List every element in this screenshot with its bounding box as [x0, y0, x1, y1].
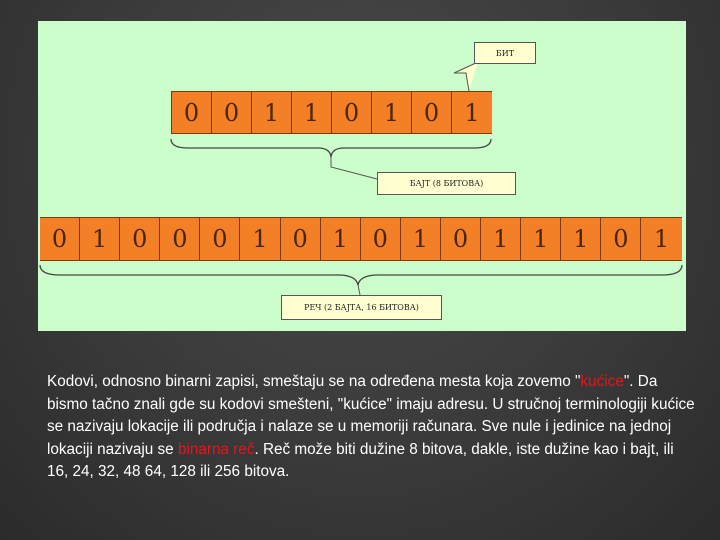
explanation-paragraph	[47, 371, 695, 484]
diagram-connectors	[38, 21, 686, 331]
binarna-rec-highlight: binarna reč	[177, 440, 255, 458]
paragraph-part-3: . Reč može biti dužine 8 bitova, dakle, iste dužine kao i bajt, ili 16, 24, 32, 48 64, 128 ili 256 bitova.	[47, 440, 674, 480]
word-bit-cell-16: 1	[653, 225, 670, 253]
byte-bit-cell-6: 1	[372, 92, 412, 133]
kucice-highlight: kućice	[580, 373, 624, 390]
word-bit-cell-15: 0	[601, 218, 641, 260]
word-label: РЕЧ (2 БАЈТА, 16 БИТОВА)	[281, 295, 442, 320]
word-bit-cell-6: 1	[240, 218, 280, 260]
byte-bit-cell-8: 1	[464, 98, 480, 127]
word-bit-cell-8: 1	[321, 218, 361, 260]
word-brace	[40, 265, 682, 285]
word-bit-cell-12: 1	[481, 218, 521, 260]
word-bit-cell-7: 0	[281, 218, 321, 260]
word-row	[40, 217, 682, 261]
byte-bit-cell-1: 0	[172, 92, 212, 133]
word-bit-cell-3: 0	[120, 218, 160, 260]
byte-bit-cell-4: 1	[292, 92, 332, 133]
word-bit-cell-11: 0	[441, 218, 481, 260]
byte-bit-cell-7: 0	[412, 92, 452, 133]
paragraph-part-1: Kodovi, odnosno binarni zapisi, smeštaju se na određena mesta koja zovemo "	[47, 373, 581, 390]
word-bit-cell-4: 0	[160, 218, 200, 260]
byte-row	[171, 91, 492, 134]
byte-connector	[331, 157, 377, 179]
word-bit-cell-5: 0	[200, 218, 240, 260]
byte-bit-cell-3: 1	[252, 92, 292, 133]
bit-pointer	[454, 62, 478, 91]
word-bit-cell-13: 1	[521, 218, 561, 260]
byte-bit-cell-2: 0	[212, 92, 252, 133]
word-bit-cell-9: 0	[361, 218, 401, 260]
byte-bit-cell-5: 0	[332, 92, 372, 133]
paragraph-part-2: ". Da bismo tačno znali gde su kodovi smešteni, "kućice" imaju adresu. U stručnoj terminologiji kućice se nazivaju lokacije ili područja i nalaze se u memoriji računara. Sve nule i jedinice na jednoj lokaciji nazivaju se	[47, 373, 695, 458]
byte-label: БАЈТ (8 БИТОВА)	[377, 172, 516, 195]
bit-label: БИТ	[474, 42, 536, 64]
memory-diagram	[38, 21, 686, 331]
word-bit-cell-1: 0	[40, 218, 80, 260]
word-bit-cell-10: 1	[401, 218, 441, 260]
word-bit-cell-2: 1	[80, 218, 120, 260]
word-bit-cell-14: 1	[561, 218, 601, 260]
byte-brace	[171, 139, 491, 157]
word-connector	[358, 285, 360, 295]
